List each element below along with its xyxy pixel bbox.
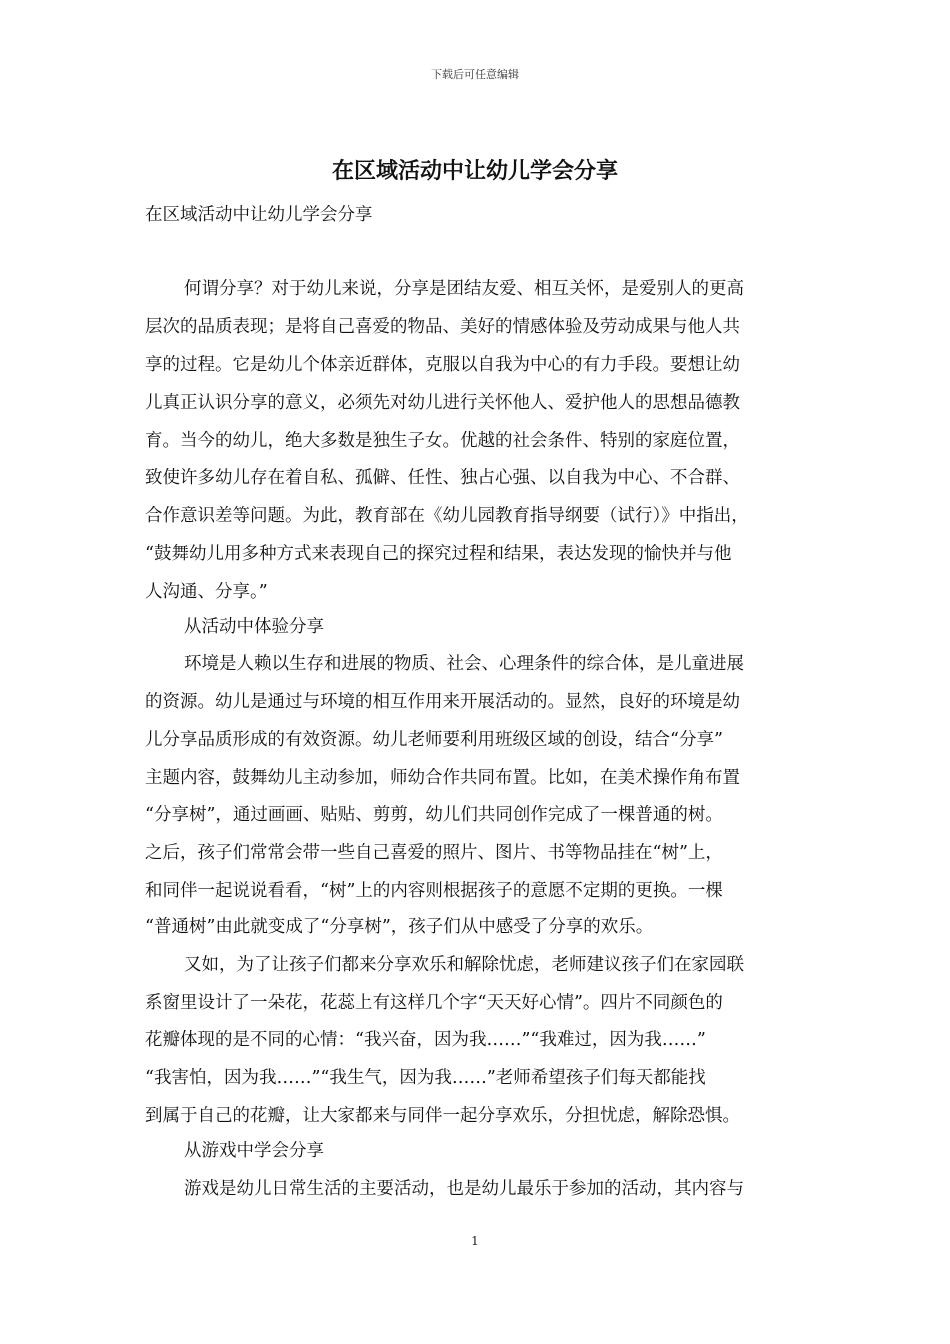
section-heading: 从活动中体验分享 [184,617,324,637]
text-line: “分享树”，通过画画、贴贴、剪剪，幼儿们共同创作完成了一棵普通的树。 [145,805,723,825]
text-line: 育。当今的幼儿，绝大多数是独生子女。优越的社会条件、特别的家庭位置， [145,431,740,451]
text-line: 到属于自己的花瓣，让大家都来与同伴一起分享欢乐，分担忧虑，解除恐惧。 [145,1106,740,1126]
text-line: 享的过程。它是幼儿个体亲近群体，克服以自我为中心的有力手段。要想让幼 [145,355,740,375]
section-heading: 从游戏中学会分享 [184,1141,324,1161]
document-title: 在区域活动中让幼儿学会分享 [331,159,618,184]
document-subtitle: 在区域活动中让幼儿学会分享 [145,205,373,225]
text-line: 系窗里设计了一朵花，花蕊上有这样几个字“天天好心情”。四片不同颜色的 [145,993,723,1013]
text-line: 儿真正认识分享的意义，必须先对幼儿进行关怀他人、爱护他人的思想品德教 [145,393,740,413]
text-line: 致使许多幼儿存在着自私、孤僻、任性、独占心强、以自我为中心、不合群、 [145,468,740,488]
text-line: 又如，为了让孩子们都来分享欢乐和解除忧虑，老师建议孩子们在家园联 [184,955,744,975]
text-line: 主题内容，鼓舞幼儿主动参加，师幼合作共同布置。比如，在美术操作角布置 [145,768,740,788]
page-number: 1 [471,1234,479,1248]
text-line: 何谓分享？对于幼儿来说，分享是团结友爱、相互关怀，是爱别人的更高 [184,279,744,299]
text-line: 环境是人赖以生存和进展的物质、社会、心理条件的综合体，是儿童进展 [184,654,744,674]
header-note: 下载后可任意编辑 [431,68,519,81]
text-line: “鼓舞幼儿用多种方式来表现自己的探究过程和结果，表达发现的愉快并与他 [145,544,732,564]
text-line: “普通树”由此就变成了“分享树”，孩子们从中感受了分享的欢乐。 [145,917,654,937]
text-line: 的资源。幼儿是通过与环境的相互作用来开展活动的。显然，良好的环境是幼 [145,692,740,712]
text-line: 和同伴一起说说看看，“树”上的内容则根据孩子的意愿不定期的更换。一棵 [145,881,723,901]
text-line: 层次的品质表现；是将自己喜爱的物品、美好的情感体验及劳动成果与他人共 [145,317,740,337]
text-line: 儿分享品质形成的有效资源。幼儿老师要利用班级区域的创设，结合“分享” [145,730,723,750]
text-line: 合作意识差等问题。为此，教育部在《幼儿园教育指导纲要（试行）》中指出， [145,506,749,526]
text-line: “我害怕，因为我……”“我生气，因为我……”老师希望孩子们每天都能找 [145,1068,706,1088]
text-line: 人沟通、分享。” [145,582,268,602]
text-line: 游戏是幼儿日常生活的主要活动，也是幼儿最乐于参加的活动，其内容与 [184,1179,744,1199]
text-line: 之后，孩子们常常会带一些自己喜爱的照片、图片、书等物品挂在“树”上， [145,843,723,863]
text-line: 花瓣体现的是不同的心情：“我兴奋，因为我……”“我难过，因为我……” [145,1030,706,1050]
